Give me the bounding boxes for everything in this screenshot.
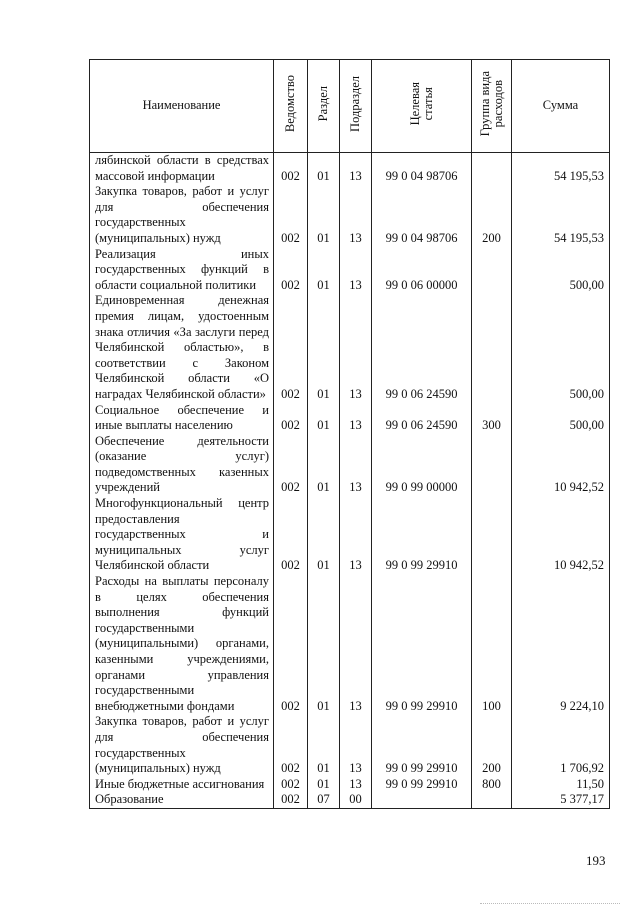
row-gruppa-cell: 300 xyxy=(472,403,512,434)
row-razdel-cell: 01 xyxy=(308,434,340,496)
table-row xyxy=(90,792,610,808)
row-celevaya-cell xyxy=(372,792,472,808)
row-podrazdel-cell: 13 xyxy=(340,153,372,185)
row-name-cell: Расходы на выплаты персоналу в целях обеспечения выполнения функций государственными (муниципальными) органами, казенными учреждениями, органами управления государственными внебюджетными фондами xyxy=(90,574,274,714)
table-row xyxy=(90,496,610,574)
row-podrazdel-cell: 13 xyxy=(340,403,372,434)
row-podrazdel-cell: 00 xyxy=(340,792,372,808)
header-name: Наименование xyxy=(90,60,274,153)
row-razdel-cell: 01 xyxy=(308,714,340,776)
row-podrazdel-cell: 13 xyxy=(340,574,372,714)
row-gruppa-cell: 200 xyxy=(472,184,512,246)
row-vedomstvo-cell: 002 xyxy=(274,403,308,434)
row-vedomstvo-cell: 002 xyxy=(274,184,308,246)
row-razdel-cell: 01 xyxy=(308,293,340,402)
row-celevaya-cell: 99 0 99 29910 xyxy=(372,496,472,574)
row-gruppa-cell xyxy=(472,496,512,574)
row-razdel-cell: 01 xyxy=(308,403,340,434)
row-name-cell: Образование xyxy=(90,792,274,808)
row-name-cell: Закупка товаров, работ и услуг для обеспечения государственных (муниципальных) нужд xyxy=(90,184,274,246)
row-gruppa-cell: 200 xyxy=(472,714,512,776)
row-podrazdel-cell: 13 xyxy=(340,777,372,793)
table-row xyxy=(90,293,610,402)
header-podrazdel: Подраздел xyxy=(340,60,372,153)
row-name-cell: Иные бюджетные ассигнования xyxy=(90,777,274,793)
table-body xyxy=(90,153,610,809)
row-summa-cell: 500,00 xyxy=(512,403,610,434)
row-vedomstvo-cell: 002 xyxy=(274,714,308,776)
row-celevaya-cell: 99 0 99 29910 xyxy=(372,574,472,714)
row-name-cell: Социальное обеспечение и иные выплаты населению xyxy=(90,403,274,434)
row-celevaya-cell: 99 0 06 24590 xyxy=(372,403,472,434)
row-name-cell: Реализация иных государственных функций в области социальной политики xyxy=(90,247,274,294)
row-razdel-cell: 01 xyxy=(308,496,340,574)
row-name-cell: лябинской области в средствах массовой информации xyxy=(90,153,274,185)
row-vedomstvo-cell: 002 xyxy=(274,434,308,496)
table-row xyxy=(90,247,610,294)
row-vedomstvo-cell: 002 xyxy=(274,574,308,714)
row-razdel-cell: 01 xyxy=(308,247,340,294)
row-summa-cell: 9 224,10 xyxy=(512,574,610,714)
row-celevaya-cell: 99 0 99 00000 xyxy=(372,434,472,496)
row-podrazdel-cell: 13 xyxy=(340,434,372,496)
table-row xyxy=(90,153,610,185)
row-celevaya-cell: 99 0 99 29910 xyxy=(372,714,472,776)
row-summa-cell: 10 942,52 xyxy=(512,434,610,496)
table-row xyxy=(90,574,610,714)
row-gruppa-cell xyxy=(472,153,512,185)
row-vedomstvo-cell: 002 xyxy=(274,496,308,574)
row-gruppa-cell: 800 xyxy=(472,777,512,793)
row-celevaya-cell: 99 0 06 00000 xyxy=(372,247,472,294)
row-podrazdel-cell: 13 xyxy=(340,247,372,294)
row-summa-cell: 500,00 xyxy=(512,247,610,294)
row-vedomstvo-cell: 002 xyxy=(274,153,308,185)
row-podrazdel-cell: 13 xyxy=(340,496,372,574)
row-summa-cell: 54 195,53 xyxy=(512,153,610,185)
row-summa-cell: 54 195,53 xyxy=(512,184,610,246)
row-celevaya-cell: 99 0 06 24590 xyxy=(372,293,472,402)
row-razdel-cell: 01 xyxy=(308,777,340,793)
header-gruppa: Группа вида расходов xyxy=(472,60,512,153)
table-row xyxy=(90,714,610,776)
row-podrazdel-cell: 13 xyxy=(340,714,372,776)
row-name-cell: Закупка товаров, работ и услуг для обеспечения государственных (муниципальных) нужд xyxy=(90,714,274,776)
row-razdel-cell: 01 xyxy=(308,184,340,246)
row-razdel-cell: 01 xyxy=(308,574,340,714)
row-vedomstvo-cell: 002 xyxy=(274,792,308,808)
row-summa-cell: 500,00 xyxy=(512,293,610,402)
row-gruppa-cell: 100 xyxy=(472,574,512,714)
row-name-cell: Многофункциональный центр предоставления государственных и муниципальных услуг Челябинской области xyxy=(90,496,274,574)
row-podrazdel-cell: 13 xyxy=(340,293,372,402)
row-celevaya-cell: 99 0 04 98706 xyxy=(372,153,472,185)
page-number: 193 xyxy=(586,853,606,868)
row-summa-cell: 1 706,92 xyxy=(512,714,610,776)
row-razdel-cell: 07 xyxy=(308,792,340,808)
row-vedomstvo-cell: 002 xyxy=(274,247,308,294)
row-summa-cell: 11,50 xyxy=(512,777,610,793)
row-vedomstvo-cell: 002 xyxy=(274,777,308,793)
table-row xyxy=(90,777,610,793)
row-summa-cell: 5 377,17 xyxy=(512,792,610,808)
row-name-cell: Обеспечение деятельности (оказание услуг) подведомственных казенных учреждений xyxy=(90,434,274,496)
table-row xyxy=(90,434,610,496)
row-celevaya-cell: 99 0 04 98706 xyxy=(372,184,472,246)
header-razdel: Раздел xyxy=(308,60,340,153)
row-name-cell: Единовременная денежная премия лицам, удостоенным знака отличия «За заслуги перед Челябинской областью», в соответствии с Законом Челябинской области «О наградах Челябинской области» xyxy=(90,293,274,402)
row-gruppa-cell xyxy=(472,792,512,808)
row-podrazdel-cell: 13 xyxy=(340,184,372,246)
row-celevaya-cell: 99 0 99 29910 xyxy=(372,777,472,793)
table-row xyxy=(90,403,610,434)
header-summa: Сумма xyxy=(512,60,610,153)
row-vedomstvo-cell: 002 xyxy=(274,293,308,402)
row-gruppa-cell xyxy=(472,293,512,402)
row-summa-cell: 10 942,52 xyxy=(512,496,610,574)
table-header xyxy=(90,60,610,153)
row-razdel-cell: 01 xyxy=(308,153,340,185)
table-row xyxy=(90,184,610,246)
header-celevaya: Целевая статья xyxy=(372,60,472,153)
row-gruppa-cell xyxy=(472,247,512,294)
header-vedomstvo: Ведомство xyxy=(274,60,308,153)
budget-table xyxy=(89,59,610,809)
row-gruppa-cell xyxy=(472,434,512,496)
